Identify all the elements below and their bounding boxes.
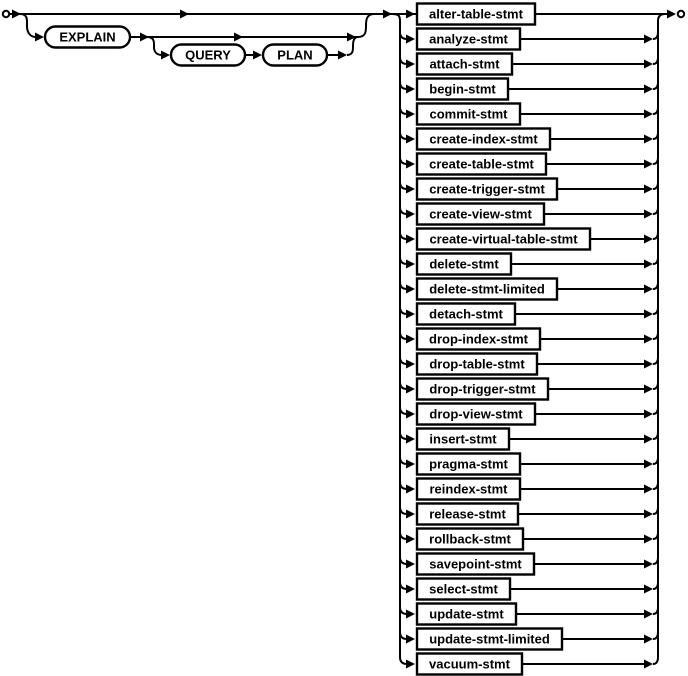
rail bbox=[653, 407, 658, 414]
rail bbox=[400, 157, 407, 164]
rail bbox=[653, 57, 658, 64]
stmt-create-virtual-table-stmt[interactable] bbox=[417, 229, 590, 250]
stmt-drop-index-stmt-label[interactable]: drop-index-stmt bbox=[429, 331, 528, 347]
rail bbox=[400, 282, 407, 289]
arrowhead-icon bbox=[644, 185, 653, 194]
rail bbox=[392, 14, 400, 657]
stmt-update-stmt[interactable] bbox=[417, 604, 516, 625]
rail bbox=[400, 657, 407, 664]
rail bbox=[147, 37, 162, 55]
arrowhead-icon bbox=[644, 235, 653, 244]
arrowhead-icon bbox=[180, 10, 189, 19]
rail bbox=[400, 482, 407, 489]
rail bbox=[400, 357, 407, 364]
rail bbox=[400, 132, 407, 139]
start-node-icon bbox=[3, 11, 9, 17]
arrowhead-icon bbox=[406, 210, 415, 219]
arrowhead-icon bbox=[644, 310, 653, 319]
rail bbox=[653, 457, 658, 464]
arrowhead-icon bbox=[644, 110, 653, 119]
stmt-release-stmt[interactable] bbox=[417, 504, 518, 525]
stmt-drop-trigger-stmt-label[interactable]: drop-trigger-stmt bbox=[429, 381, 536, 397]
stmt-create-table-stmt[interactable] bbox=[417, 154, 546, 175]
stmt-select-stmt-label[interactable]: select-stmt bbox=[429, 581, 498, 597]
arrowhead-icon bbox=[406, 410, 415, 419]
arrowhead-icon bbox=[406, 185, 415, 194]
arrowhead-icon bbox=[406, 135, 415, 144]
rail bbox=[653, 282, 658, 289]
stmt-create-table-stmt-label[interactable]: create-table-stmt bbox=[429, 156, 534, 172]
arrowhead-icon bbox=[406, 160, 415, 169]
arrowhead-icon bbox=[406, 435, 415, 444]
arrowhead-icon bbox=[644, 560, 653, 569]
rail bbox=[653, 132, 658, 139]
stmt-detach-stmt-label[interactable]: detach-stmt bbox=[429, 306, 503, 322]
rail bbox=[400, 232, 407, 239]
stmt-drop-trigger-stmt[interactable] bbox=[417, 379, 548, 400]
stmt-savepoint-stmt[interactable] bbox=[417, 554, 534, 575]
stmt-pragma-stmt[interactable] bbox=[417, 454, 520, 475]
arrowhead-icon bbox=[12, 10, 21, 19]
arrowhead-icon bbox=[35, 33, 44, 42]
stmt-insert-stmt-label[interactable]: insert-stmt bbox=[429, 431, 497, 447]
stmt-analyze-stmt[interactable] bbox=[417, 29, 520, 50]
stmt-delete-stmt-limited-label[interactable]: delete-stmt-limited bbox=[429, 281, 545, 297]
stmt-begin-stmt-label[interactable]: begin-stmt bbox=[429, 81, 496, 97]
rail bbox=[653, 632, 658, 639]
arrowhead-icon bbox=[406, 335, 415, 344]
arrowhead-icon bbox=[644, 260, 653, 269]
stmt-vacuum-stmt-label[interactable]: vacuum-stmt bbox=[429, 656, 510, 672]
rail bbox=[653, 557, 658, 564]
stmt-drop-table-stmt-label[interactable]: drop-table-stmt bbox=[429, 356, 525, 372]
arrowhead-icon bbox=[383, 10, 392, 19]
rail bbox=[653, 257, 658, 264]
arrowhead-icon bbox=[406, 610, 415, 619]
rail bbox=[400, 582, 407, 589]
rail bbox=[400, 332, 407, 339]
arrowhead-icon bbox=[644, 510, 653, 519]
rail bbox=[653, 207, 658, 214]
rail bbox=[400, 307, 407, 314]
rail bbox=[400, 107, 407, 114]
rail bbox=[653, 357, 658, 364]
arrowhead-icon bbox=[406, 660, 415, 669]
stmt-alter-table-stmt[interactable] bbox=[417, 4, 535, 25]
keyword-plan bbox=[263, 45, 327, 66]
arrowhead-icon bbox=[644, 360, 653, 369]
rail bbox=[653, 307, 658, 314]
connector-lines bbox=[9, 14, 672, 664]
stmt-create-view-stmt-label[interactable]: create-view-stmt bbox=[429, 206, 532, 222]
arrowhead-icon bbox=[644, 135, 653, 144]
arrowhead-icon bbox=[644, 60, 653, 69]
rail bbox=[400, 532, 407, 539]
keyword-query bbox=[171, 45, 245, 66]
rail bbox=[653, 607, 658, 614]
arrowhead-icon bbox=[644, 585, 653, 594]
arrowhead-icon bbox=[406, 235, 415, 244]
keyword-explain-label: EXPLAIN bbox=[59, 29, 116, 45]
stmt-drop-view-stmt[interactable] bbox=[417, 404, 535, 425]
arrowhead-icon bbox=[644, 210, 653, 219]
stmt-drop-index-stmt[interactable] bbox=[417, 329, 540, 350]
stmt-vacuum-stmt[interactable] bbox=[417, 654, 522, 675]
rail bbox=[400, 82, 407, 89]
arrowhead-icon bbox=[406, 460, 415, 469]
stmt-create-virtual-table-stmt-label[interactable]: create-virtual-table-stmt bbox=[429, 231, 578, 247]
nodes bbox=[45, 4, 590, 675]
rail bbox=[653, 332, 658, 339]
rail bbox=[653, 157, 658, 164]
arrowhead-icon bbox=[406, 285, 415, 294]
arrowhead-icon bbox=[406, 535, 415, 544]
rail bbox=[20, 14, 36, 37]
stmt-insert-stmt[interactable] bbox=[417, 429, 509, 450]
rail bbox=[400, 32, 407, 39]
arrowhead-icon bbox=[234, 33, 243, 42]
stmt-create-trigger-stmt-label[interactable]: create-trigger-stmt bbox=[429, 181, 545, 197]
stmt-update-stmt-label[interactable]: update-stmt bbox=[429, 606, 504, 622]
stmt-begin-stmt[interactable] bbox=[417, 79, 508, 100]
stmt-commit-stmt-label[interactable]: commit-stmt bbox=[429, 106, 508, 122]
stmt-pragma-stmt-label[interactable]: pragma-stmt bbox=[429, 456, 508, 472]
stmt-savepoint-stmt-label[interactable]: savepoint-stmt bbox=[429, 556, 522, 572]
arrowhead-icon bbox=[644, 285, 653, 294]
arrowhead-icon bbox=[406, 585, 415, 594]
keyword-plan-label: PLAN bbox=[277, 47, 313, 63]
arrowhead-icon bbox=[644, 485, 653, 494]
arrowhead-icon bbox=[140, 33, 149, 42]
rail bbox=[653, 107, 658, 114]
arrowhead-icon bbox=[644, 385, 653, 394]
arrowhead-icon bbox=[667, 10, 676, 19]
arrowhead-icon bbox=[644, 460, 653, 469]
arrowhead-icon bbox=[644, 35, 653, 44]
rail bbox=[653, 482, 658, 489]
rail bbox=[400, 507, 407, 514]
arrowhead-icon bbox=[644, 535, 653, 544]
arrowhead-icon bbox=[644, 435, 653, 444]
stmt-attach-stmt-label[interactable]: attach-stmt bbox=[429, 56, 500, 72]
arrowhead-icon bbox=[406, 385, 415, 394]
arrowhead-icon bbox=[406, 35, 415, 44]
stmt-reindex-stmt[interactable] bbox=[417, 479, 520, 500]
arrowhead-icon bbox=[406, 635, 415, 644]
stmt-delete-stmt[interactable] bbox=[417, 254, 511, 275]
stmt-delete-stmt-label[interactable]: delete-stmt bbox=[429, 256, 499, 272]
arrowhead-icon bbox=[644, 635, 653, 644]
arrowhead-icon bbox=[406, 260, 415, 269]
keyword-query-label: QUERY bbox=[185, 47, 231, 63]
stmt-analyze-stmt-label[interactable]: analyze-stmt bbox=[429, 31, 508, 47]
rail bbox=[400, 407, 407, 414]
arrowhead-icon bbox=[406, 510, 415, 519]
rail bbox=[653, 32, 658, 39]
arrowhead-icon bbox=[644, 410, 653, 419]
stmt-reindex-stmt-label[interactable]: reindex-stmt bbox=[429, 481, 508, 497]
stmt-create-index-stmt[interactable] bbox=[417, 129, 550, 150]
stmt-alter-table-stmt-label[interactable]: alter-table-stmt bbox=[429, 6, 523, 22]
rail bbox=[400, 182, 407, 189]
arrowhead-icon bbox=[406, 360, 415, 369]
stmt-update-stmt-limited[interactable] bbox=[417, 629, 562, 650]
arrowhead-icon bbox=[406, 560, 415, 569]
rail bbox=[653, 182, 658, 189]
stmt-drop-table-stmt[interactable] bbox=[417, 354, 537, 375]
arrowhead-icon bbox=[644, 85, 653, 94]
rail bbox=[653, 507, 658, 514]
end-node-icon bbox=[678, 11, 684, 17]
stmt-detach-stmt[interactable] bbox=[417, 304, 515, 325]
stmt-update-stmt-limited-label[interactable]: update-stmt-limited bbox=[429, 631, 550, 647]
rail bbox=[653, 382, 658, 389]
rail bbox=[400, 382, 407, 389]
rail bbox=[400, 607, 407, 614]
rail bbox=[658, 14, 665, 657]
stmt-delete-stmt-limited[interactable] bbox=[417, 279, 557, 300]
stmt-drop-view-stmt-label[interactable]: drop-view-stmt bbox=[429, 406, 523, 422]
stmt-create-view-stmt[interactable] bbox=[417, 204, 544, 225]
rail bbox=[653, 532, 658, 539]
rail bbox=[653, 82, 658, 89]
arrowhead-icon bbox=[644, 335, 653, 344]
rail bbox=[400, 457, 407, 464]
arrowhead-icon bbox=[406, 310, 415, 319]
arrowhead-icon bbox=[253, 51, 262, 60]
arrowhead-icon bbox=[406, 110, 415, 119]
rail bbox=[653, 432, 658, 439]
rail bbox=[400, 207, 407, 214]
arrowhead-icon bbox=[338, 51, 347, 60]
rail bbox=[358, 14, 374, 37]
rail bbox=[653, 582, 658, 589]
rail bbox=[653, 657, 658, 664]
rail bbox=[400, 557, 407, 564]
rail bbox=[400, 632, 407, 639]
stmt-create-index-stmt-label[interactable]: create-index-stmt bbox=[429, 131, 538, 147]
arrowhead-icon bbox=[644, 610, 653, 619]
arrowhead-icon bbox=[406, 60, 415, 69]
rail bbox=[400, 257, 407, 264]
stmt-rollback-stmt-label[interactable]: rollback-stmt bbox=[429, 531, 511, 547]
stmt-attach-stmt[interactable] bbox=[417, 54, 512, 75]
keyword-explain bbox=[45, 27, 130, 48]
stmt-rollback-stmt[interactable] bbox=[417, 529, 523, 550]
rail bbox=[653, 232, 658, 239]
stmt-select-stmt[interactable] bbox=[417, 579, 510, 600]
stmt-release-stmt-label[interactable]: release-stmt bbox=[429, 506, 506, 522]
rail bbox=[400, 432, 407, 439]
stmt-commit-stmt[interactable] bbox=[417, 104, 520, 125]
arrowhead-icon bbox=[406, 10, 415, 19]
arrowhead-icon bbox=[644, 660, 653, 669]
arrowhead-icon bbox=[644, 160, 653, 169]
arrowhead-icon bbox=[161, 51, 170, 60]
arrowhead-icon bbox=[406, 485, 415, 494]
arrowhead-icon bbox=[406, 85, 415, 94]
stmt-create-trigger-stmt[interactable] bbox=[417, 179, 557, 200]
rail bbox=[400, 57, 407, 64]
